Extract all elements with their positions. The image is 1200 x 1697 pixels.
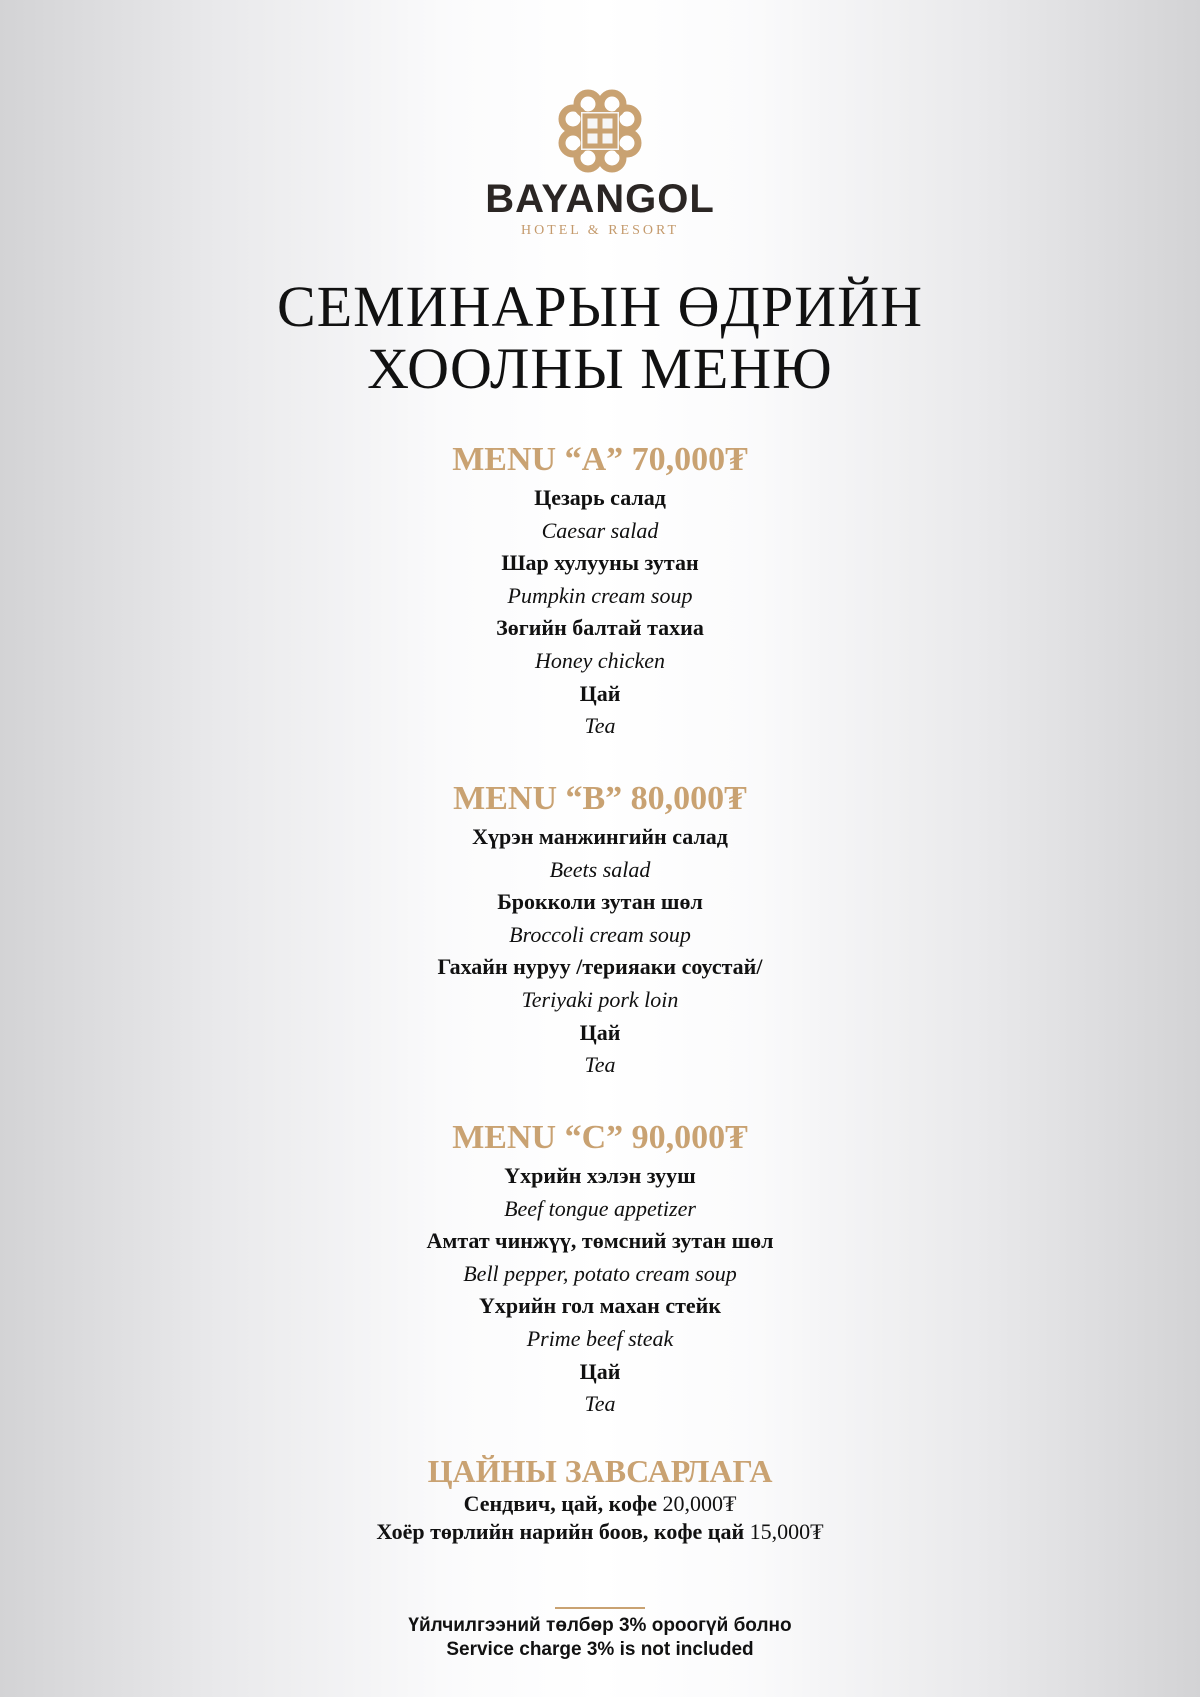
dish-name-mn: Амтат чинжүү, төмсний зутан шөл [426, 1228, 774, 1254]
dish-name-mn: Үхрийн хэлэн зууш [504, 1163, 696, 1188]
dish-name-en: Tea [584, 713, 616, 739]
tea-break-section [0, 1452, 1200, 1546]
page-title [0, 276, 1200, 400]
service-note-mn: Үйлчилгээний төлбөр 3% ороогүй болно [408, 1615, 792, 1636]
dish-name-en: Bell pepper, potato cream soup [463, 1260, 737, 1286]
dish-name-en: Pumpkin cream soup [507, 582, 693, 608]
dish-name-mn: Гахайн нуруу /терияаки соустай/ [437, 954, 763, 980]
dish-name-en: Tea [584, 1391, 616, 1417]
tea-item-price: 15,000₮ [749, 1519, 824, 1544]
tea-break-item [0, 1518, 1200, 1546]
knot-emblem-icon [557, 88, 643, 174]
dish-name-mn: Хүрэн манжингийн салад [472, 824, 728, 849]
menu-section-a [0, 440, 1200, 743]
hotel-logo [0, 88, 1200, 240]
dish-name-en: Honey chicken [534, 647, 666, 673]
dish-name-mn: Брокколи зутан шөл [497, 889, 703, 915]
dish-name-en: Beef tongue appetizer [504, 1195, 696, 1221]
tea-item-name: Сендвич, цай, кофе [463, 1491, 657, 1516]
menu-section-b [0, 779, 1200, 1082]
tea-item-price: 20,000₮ [662, 1491, 737, 1516]
brand-name: BAYANGOL [485, 177, 715, 221]
service-charge-note [0, 1614, 1200, 1662]
dish-name-en: Beets salad [549, 856, 651, 882]
dish-name-en: Prime beef steak [526, 1325, 674, 1351]
dish-name-mn: Зөгийн балтай тахиа [496, 615, 704, 641]
dish-name-en: Teriyaki pork loin [521, 986, 679, 1012]
footer-divider [555, 1607, 645, 1609]
tea-break-heading: ЦАЙНЫ ЗАВСАРЛАГА [427, 1453, 773, 1489]
tea-break-item [0, 1490, 1200, 1518]
dish-name-mn: Цезарь салад [534, 485, 666, 510]
title-line-2: ХООЛНЫ МЕНЮ [367, 336, 833, 401]
dish-name-mn: Цай [579, 680, 621, 706]
tea-item-name: Хоёр төрлийн нарийн боов, кофе цай [376, 1519, 745, 1544]
menu-heading: MENU “A” 70,000₮ [452, 441, 748, 478]
dish-name-en: Caesar salad [541, 517, 659, 543]
menu-heading: MENU “B” 80,000₮ [453, 780, 747, 817]
dish-name-en: Tea [584, 1052, 616, 1078]
menu-section-c [0, 1118, 1200, 1421]
title-line-1: СЕМИНАРЫН ӨДРИЙН [277, 274, 923, 339]
brand-tagline: HOTEL & RESORT [520, 223, 680, 238]
dish-name-mn: Цай [579, 1019, 621, 1045]
service-note-en: Service charge 3% is not included [446, 1639, 754, 1660]
dish-name-mn: Цай [579, 1358, 621, 1384]
dish-name-mn: Үхрийн гол махан стейк [478, 1293, 722, 1319]
dish-name-en: Broccoli cream soup [509, 921, 691, 947]
dish-name-mn: Шар хулууны зутан [501, 550, 699, 576]
menu-heading: MENU “C” 90,000₮ [452, 1119, 748, 1156]
